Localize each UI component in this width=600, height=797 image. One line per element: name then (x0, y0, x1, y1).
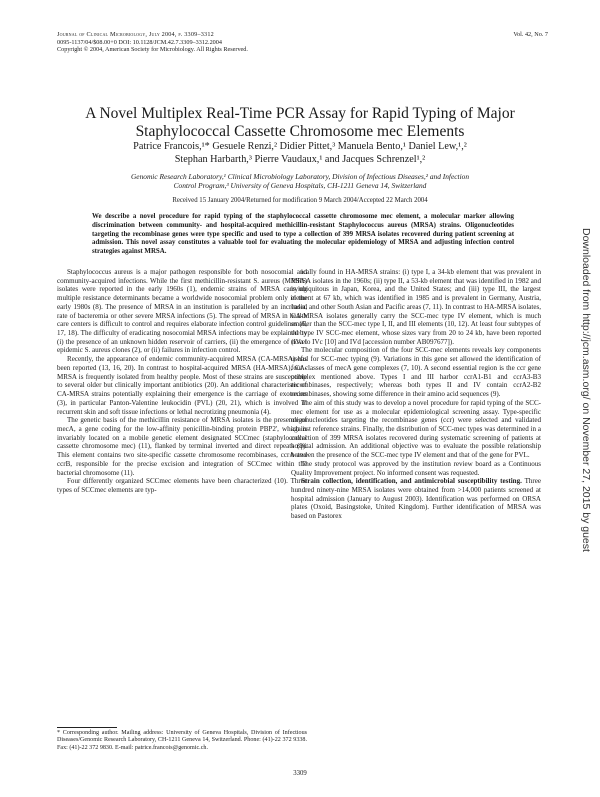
title-line-2: Staphylococcal Cassette Chromosome mec Elements (135, 123, 465, 140)
left-column (57, 268, 307, 495)
abstract: We describe a novel procedure for rapid typing of the staphylococcal cassette chromosome mec element, a molecular marker allowing discrimination between community- and hospital-acquired methicillin-resistant Staphylococcus aureus (MRSA) strains. Oligonucleotides targeting the recombinase genes were type specific and used to type a collection of 399 MRSA isolates recovered during patient screening at admission. This novel assay constitutes a valuable tool for evaluating the molecular epidemiology of MRSA and adjusting infection control strategies against MRSA. (92, 213, 514, 255)
issn-doi-line: 0095-1137/04/$08.00+0 DOI: 10.1128/JCM.42.7.3309–3312.2004 (57, 38, 222, 46)
affiliations-line-2: Control Program,³ University of Geneva Hospitals, CH-1211 Geneva 14, Switzerland (173, 181, 427, 190)
authors-line-2: Stephan Harbarth,³ Pierre Vaudaux,¹ and Jacques Schrenzel¹,² (174, 153, 426, 165)
section-text: Three hundred ninety-nine MRSA isolates were obtained from >14,000 patients screened at hospital admission (January to August 2003). Identification was performed on ORSA plates (Oxoid, Basingstoke, United Kingdom). Further identification of MRSA was based on Pastorex (291, 477, 541, 521)
methods-paragraph (291, 477, 541, 521)
page-number: 3309 (293, 770, 307, 777)
copyright-line: Copyright © 2004, American Society for Microbiology. All Rights Reserved. (57, 46, 248, 54)
body-paragraph: The genetic basis of the methicillin resistance of MRSA isolates is the presence of mecA, a gene coding for the low-affinity penicillin-binding protein PBP2', which is invariably located on a mobile genetic element designated SCCmec (staphylococcal cassette chromosome mec) (11), flanked by terminal inverted and direct repeats (9). This element contains two site-specific cassette chromosome recombinases, ccrA and ccrB, responsible for the precise excision and integration of SCCmec within the bacterial chromosome (11). (57, 416, 307, 477)
affiliations-line-1: Genomic Research Laboratory,¹ Clinical Microbiology Laboratory, Division of Infectious Diseases,² and Infection (130, 172, 470, 181)
volume-label: Vol. 42, No. 7 (513, 31, 548, 38)
title-line-1: A Novel Multiplex Real-Time PCR Assay for Rapid Typing of Major (85, 105, 515, 122)
authors-line-1: Patrice Francois,¹* Gesuele Renzi,² Didier Pittet,³ Manuela Bento,¹ Daniel Lew,¹,² (133, 141, 467, 152)
download-watermark-link[interactable]: Downloaded from http://jcm.asm.org/ on November 27, 2015 by guest (580, 228, 592, 552)
article-title (40, 105, 560, 141)
body-paragraph: ically found in HA-MRSA strains: (i) type I, a 34-kb element that was prevalent in MRSA isolates in the 1960s; (ii) type II, a 53-kb element that was identified in 1982 and is ubiquitous in Japan, Korea, and the United States; and (iii) type III, the largest element at 67 kb, which was identified in 1985 and is prevalent in Germany, Austria, India, and other South Asian and Pacific areas (7, 11). In contrast to HA-MRSA isolates, CA-MRSA isolates generally carry the SCC-mec type IV element, which is much smaller than the SCC-mec type I, II, and III elements (10, 12). At least four subtypes of the type IV SCC-mec element, whose sizes vary from 20 to 24 kb, have been reported (IVa to IVc [10] and IVd [accession number AB097677]). (291, 268, 541, 346)
right-column (291, 268, 541, 521)
body-paragraph: Staphylococcus aureus is a major pathogen responsible for both nosocomial and community-acquired infections. While the first methicillin-resistant S. aureus (MRSA) isolates were reported in the early 1960s (1), endemic strains of MRSA carrying multiple resistance determinants became a worldwide nosocomial problem only in the early 1980s (8). The presence of MRSA in an institution is paralleled by an increased rate of bacteremia or other severe MRSA infections (5). The spread of MRSA in health care centers is difficult to control and requires elaborate infection control guidelines (6, 17, 18). The difficulty of eradicating nosocomial MRSA infections may be explained by (i) the presence of an unknown hidden reservoir of carriers, (ii) the emergence of novel epidemic S. aureus clones (2), or (ii) failures in infection control. (57, 268, 307, 355)
author-list (60, 141, 540, 166)
body-paragraph: The aim of this study was to develop a novel procedure for rapid typing of the SCC-mec element for use as a molecular epidemiological screening assay. Type-specific oligonucleotides targeting the recombinase genes (ccr) were selected and validated against reference strains. Finally, the distribution of SCC-mec types was determined in a collection of 399 MRSA isolates recovered during systematic screening of patients at hospital admission. An additional objective was to evaluate the possible relationship between the presence of the SCC-mec type IV element and that of the gene for PVL. (291, 398, 541, 460)
body-paragraph: The molecular composition of the four SCC-mec elements reveals key components useful for SCC-mec typing (9). Variations in this gene set allowed the identification of four classes of mecA gene complexes (7, 10). A second essential region is the ccr gene complex mentioned above. Types I and III harbor ccrA1-B1 and ccrA3-B3 recombinases, respectively; whereas both types II and IV contain ccrA2-B2 recombinases, showing some difference in their amino acid sequences (9). (291, 346, 541, 399)
affiliations (66, 172, 534, 190)
body-paragraph: Four differently organized SCCmec elements have been characterized (10). Three types of SCCmec elements are typ- (57, 477, 307, 494)
section-heading: Strain collection, identification, and antimicrobial susceptibility testing. (301, 477, 522, 486)
body-paragraph: Recently, the appearance of endemic community-acquired MRSA (CA-MRSA) has been reported (13, 16, 20). In contrast to hospital-acquired MRSA (HA-MRSA), CA-MRSA is frequently isolated from healthy people. Most of these strains are susceptible to several older but clinically important antibiotics (20). An additional characteristic of CA-MRSA strains potentially explaining their emergence is the carriage of exotoxins (3), in particular Panton-Valentine leukocidin (PVL) (20, 21), which is involved in recurrent skin and soft tissue infections or lethal necrotizing pneumonia (4). (57, 355, 307, 416)
running-header (57, 31, 387, 54)
corresponding-author-footnote: * Corresponding author. Mailing address: University of Geneva Hospitals, Division of Infectious Diseases/Genomic Research Laboratory, CH-1211 Geneva 14, Switzerland. Phone: (41)-22 372 9338. Fax: (41)-22 372 9830. E-mail: patrice.francois@genomic.ch. (57, 730, 307, 751)
received-dates: Received 15 January 2004/Returned for modification 9 March 2004/Accepted 22 March 2004 (172, 197, 428, 204)
journal-citation: Journal of Clinical Microbiology, July 2004, p. 3309–3312 (57, 31, 214, 38)
footnote-rule (57, 727, 117, 728)
body-paragraph: The study protocol was approved by the institution review board as a Continuous Quality Improvement project. No informed consent was requested. (291, 459, 541, 477)
